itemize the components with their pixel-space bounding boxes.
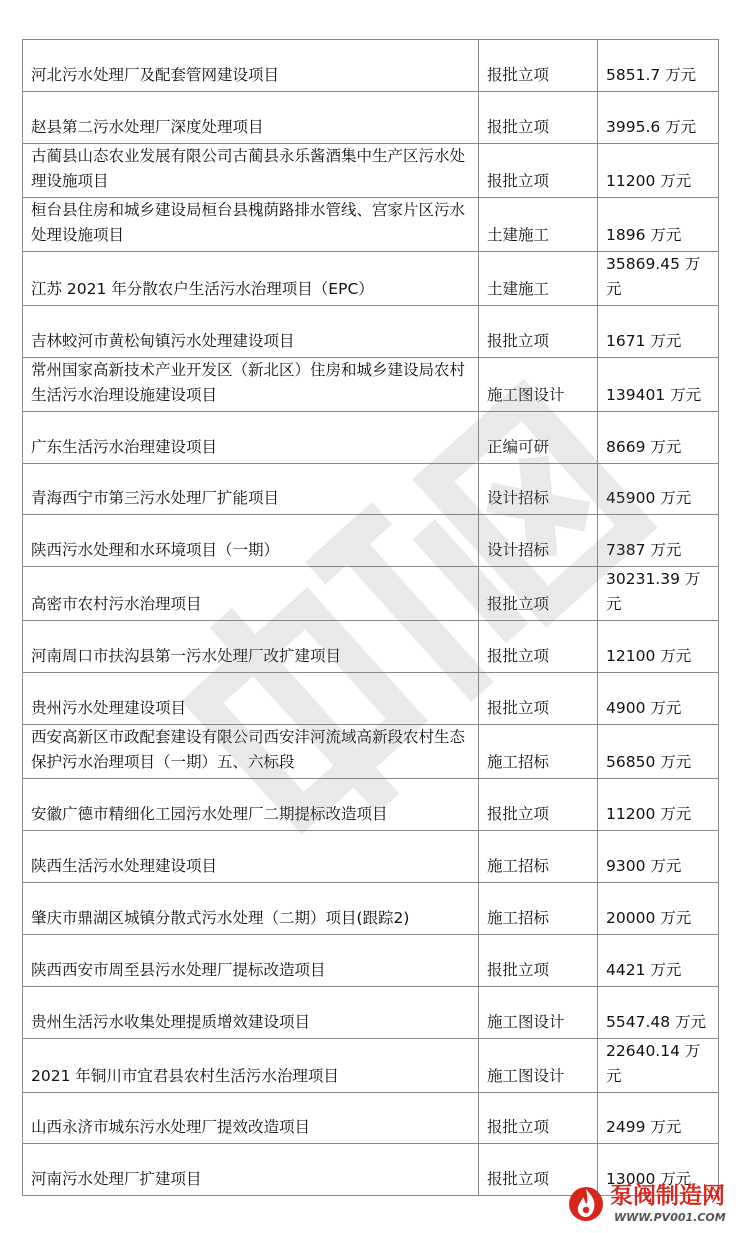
- project-status-cell: 土建施工: [479, 197, 598, 251]
- project-name-cell: 广东生活污水治理建设项目: [23, 411, 479, 463]
- project-name-cell: 赵县第二污水处理厂深度处理项目: [23, 91, 479, 143]
- project-name-cell: 贵州污水处理建设项目: [23, 673, 479, 725]
- project-amount-cell: 35869.45 万元: [598, 251, 719, 305]
- table-row: [23, 463, 719, 515]
- project-amount-cell: 45900 万元: [598, 463, 719, 515]
- flame-logo-icon: [566, 1183, 606, 1223]
- project-amount-cell: 3995.6 万元: [598, 91, 719, 143]
- brand-url: WWW.PV001.COM: [614, 1211, 726, 1224]
- project-name-cell: 贵州生活污水收集处理提质增效建设项目: [23, 986, 479, 1038]
- project-name-cell: 肇庆市鼎湖区城镇分散式污水处理（二期）项目(跟踪2): [23, 882, 479, 934]
- project-status-cell: 报批立项: [479, 673, 598, 725]
- project-amount-cell: 139401 万元: [598, 357, 719, 411]
- project-name-cell: 江苏 2021 年分散农户生活污水治理项目（EPC）: [23, 251, 479, 305]
- project-name-cell: 西安高新区市政配套建设有限公司西安沣河流域高新段农村生态保护污水治理项目（一期）五、六标段: [23, 725, 479, 779]
- table-row: [23, 986, 719, 1038]
- table-row: [23, 91, 719, 143]
- project-amount-cell: 5851.7 万元: [598, 40, 719, 92]
- table-row: [23, 40, 719, 92]
- project-status-cell: 报批立项: [479, 1092, 598, 1144]
- project-status-cell: 报批立项: [479, 567, 598, 621]
- table-row: [23, 411, 719, 463]
- table-row: [23, 725, 719, 779]
- project-amount-cell: 7387 万元: [598, 515, 719, 567]
- project-amount-cell: 20000 万元: [598, 882, 719, 934]
- project-name-cell: 山西永济市城东污水处理厂提效改造项目: [23, 1092, 479, 1144]
- project-status-cell: 报批立项: [479, 779, 598, 831]
- project-status-cell: 报批立项: [479, 1144, 598, 1196]
- table-row: [23, 882, 719, 934]
- project-name-cell: 陕西生活污水处理建设项目: [23, 831, 479, 883]
- project-name-cell: 常州国家高新技术产业开发区（新北区）住房和城乡建设局农村生活污水治理设施建设项目: [23, 357, 479, 411]
- table-row: [23, 197, 719, 251]
- project-name-cell: 2021 年铜川市宜君县农村生活污水治理项目: [23, 1038, 479, 1092]
- project-status-cell: 施工图设计: [479, 986, 598, 1038]
- table-row: [23, 251, 719, 305]
- project-amount-cell: 2499 万元: [598, 1092, 719, 1144]
- project-amount-cell: 1896 万元: [598, 197, 719, 251]
- project-amount-cell: 9300 万元: [598, 831, 719, 883]
- project-status-cell: 报批立项: [479, 305, 598, 357]
- project-table-body: [23, 40, 719, 1196]
- project-status-cell: 报批立项: [479, 143, 598, 197]
- project-status-cell: 施工图设计: [479, 357, 598, 411]
- project-name-cell: 河南周口市扶沟县第一污水处理厂改扩建项目: [23, 621, 479, 673]
- project-status-cell: 施工招标: [479, 831, 598, 883]
- brand-name: 泵阀制造网: [610, 1183, 725, 1209]
- table-row: [23, 305, 719, 357]
- brand-watermark: [566, 1183, 742, 1229]
- project-status-cell: 施工招标: [479, 882, 598, 934]
- project-name-cell: 河北污水处理厂及配套管网建设项目: [23, 40, 479, 92]
- table-row: [23, 831, 719, 883]
- project-status-cell: 土建施工: [479, 251, 598, 305]
- project-amount-cell: 11200 万元: [598, 143, 719, 197]
- project-amount-cell: 5547.48 万元: [598, 986, 719, 1038]
- project-status-cell: 报批立项: [479, 91, 598, 143]
- project-status-cell: 施工招标: [479, 725, 598, 779]
- project-table: [22, 39, 719, 1196]
- project-name-cell: 陕西污水处理和水环境项目（一期）: [23, 515, 479, 567]
- table-row: [23, 1092, 719, 1144]
- table-row: [23, 673, 719, 725]
- project-status-cell: 报批立项: [479, 621, 598, 673]
- project-amount-cell: 8669 万元: [598, 411, 719, 463]
- project-name-cell: 陕西西安市周至县污水处理厂提标改造项目: [23, 934, 479, 986]
- table-row: [23, 567, 719, 621]
- project-name-cell: 安徽广德市精细化工园污水处理厂二期提标改造项目: [23, 779, 479, 831]
- project-amount-cell: 11200 万元: [598, 779, 719, 831]
- project-amount-cell: 4900 万元: [598, 673, 719, 725]
- project-name-cell: 古蔺县山态农业发展有限公司古蔺县永乐酱酒集中生产区污水处理设施项目: [23, 143, 479, 197]
- table-row: [23, 143, 719, 197]
- project-amount-cell: 4421 万元: [598, 934, 719, 986]
- project-amount-cell: 13000 万元: [598, 1144, 719, 1196]
- project-status-cell: 设计招标: [479, 515, 598, 567]
- project-amount-cell: 22640.14 万元: [598, 1038, 719, 1092]
- project-status-cell: 报批立项: [479, 934, 598, 986]
- project-amount-cell: 56850 万元: [598, 725, 719, 779]
- project-status-cell: 正编可研: [479, 411, 598, 463]
- project-name-cell: 河南污水处理厂扩建项目: [23, 1144, 479, 1196]
- project-name-cell: 青海西宁市第三污水处理厂扩能项目: [23, 463, 479, 515]
- table-row: [23, 779, 719, 831]
- project-amount-cell: 30231.39 万元: [598, 567, 719, 621]
- table-row: [23, 1038, 719, 1092]
- table-row: [23, 934, 719, 986]
- table-row: [23, 515, 719, 567]
- project-name-cell: 桓台县住房和城乡建设局桓台县槐荫路排水管线、宫家片区污水处理设施项目: [23, 197, 479, 251]
- project-status-cell: 设计招标: [479, 463, 598, 515]
- project-status-cell: 施工图设计: [479, 1038, 598, 1092]
- project-name-cell: 高密市农村污水治理项目: [23, 567, 479, 621]
- project-status-cell: 报批立项: [479, 40, 598, 92]
- table-row: [23, 621, 719, 673]
- table-row: [23, 357, 719, 411]
- project-amount-cell: 1671 万元: [598, 305, 719, 357]
- project-name-cell: 吉林蛟河市黄松甸镇污水处理建设项目: [23, 305, 479, 357]
- project-amount-cell: 12100 万元: [598, 621, 719, 673]
